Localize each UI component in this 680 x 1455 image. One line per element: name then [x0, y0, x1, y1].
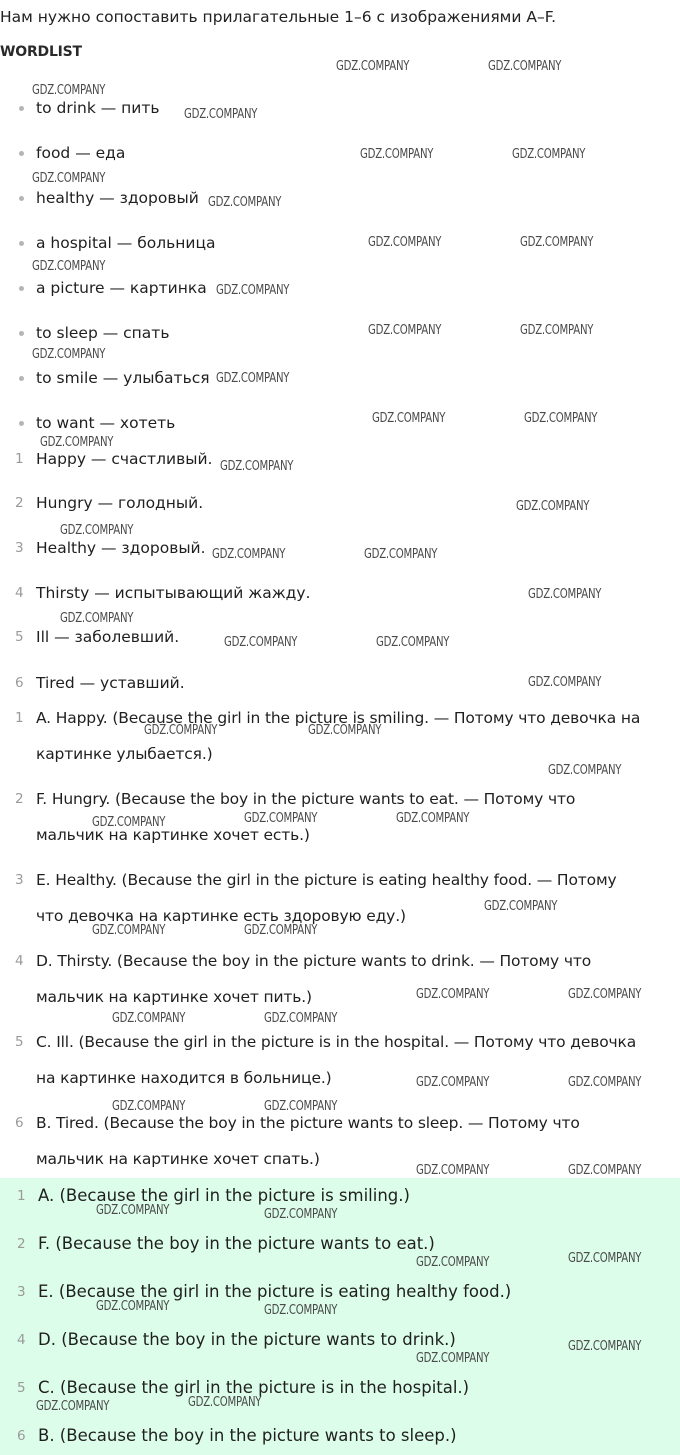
watermark: GDZ.COMPANY	[60, 523, 134, 538]
wordlist-item: to smile — улыбаться	[19, 367, 659, 389]
bullet-icon	[19, 421, 24, 426]
watermark: GDZ.COMPANY	[40, 435, 114, 450]
watermark: GDZ.COMPANY	[568, 1339, 642, 1354]
wordlist-item: healthy — здоровый	[19, 187, 659, 209]
watermark: GDZ.COMPANY	[568, 1163, 642, 1178]
watermark: GDZ.COMPANY	[36, 1399, 110, 1414]
wordlist-item: a picture — картинка	[19, 277, 659, 299]
watermark: GDZ.COMPANY	[244, 923, 318, 938]
adjective-item: 5 Ill — заболевший.	[15, 628, 180, 646]
watermark: GDZ.COMPANY	[488, 59, 562, 74]
watermark: GDZ.COMPANY	[212, 547, 286, 562]
watermark: GDZ.COMPANY	[528, 675, 602, 690]
adjective-item: 4 Thirsty — испытывающий жажду.	[15, 584, 311, 602]
watermark: GDZ.COMPANY	[368, 323, 442, 338]
watermark: GDZ.COMPANY	[516, 499, 590, 514]
watermark: GDZ.COMPANY	[264, 1207, 338, 1222]
bullet-icon	[19, 286, 24, 291]
bullet-icon	[19, 331, 24, 336]
answer-item: 2 F. (Because the boy in the picture wants to eat.)	[17, 1234, 435, 1253]
watermark: GDZ.COMPANY	[264, 1099, 338, 1114]
watermark: GDZ.COMPANY	[184, 107, 258, 122]
intro-text: Нам нужно сопоставить прилагательные 1–6 с изображениями A–F.	[0, 8, 557, 26]
watermark: GDZ.COMPANY	[396, 811, 470, 826]
watermark: GDZ.COMPANY	[568, 1075, 642, 1090]
watermark: GDZ.COMPANY	[224, 635, 298, 650]
bullet-icon	[19, 376, 24, 381]
watermark: GDZ.COMPANY	[144, 723, 218, 738]
watermark: GDZ.COMPANY	[308, 723, 382, 738]
watermark: GDZ.COMPANY	[520, 235, 594, 250]
watermark: GDZ.COMPANY	[220, 459, 294, 474]
bullet-icon	[19, 196, 24, 201]
watermark: GDZ.COMPANY	[264, 1303, 338, 1318]
watermark: GDZ.COMPANY	[96, 1299, 170, 1314]
watermark: GDZ.COMPANY	[364, 547, 438, 562]
bullet-icon	[19, 241, 24, 246]
watermark: GDZ.COMPANY	[524, 411, 598, 426]
watermark: GDZ.COMPANY	[60, 611, 134, 626]
watermark: GDZ.COMPANY	[244, 811, 318, 826]
watermark: GDZ.COMPANY	[32, 171, 106, 186]
watermark: GDZ.COMPANY	[416, 1163, 490, 1178]
watermark: GDZ.COMPANY	[188, 1395, 262, 1410]
watermark: GDZ.COMPANY	[96, 1203, 170, 1218]
answer-item: 1 A. (Because the girl in the picture is smiling.)	[17, 1186, 410, 1205]
adjective-item: 6 Tired — уставший.	[15, 674, 185, 692]
watermark: GDZ.COMPANY	[376, 635, 450, 650]
watermark: GDZ.COMPANY	[548, 763, 622, 778]
watermark: GDZ.COMPANY	[368, 235, 442, 250]
bullet-icon	[19, 151, 24, 156]
answer-item: 5 C. (Because the girl in the picture is in the hospital.)	[17, 1378, 470, 1397]
watermark: GDZ.COMPANY	[416, 987, 490, 1002]
answer-item: 6 B. (Because the boy in the picture wants to sleep.)	[17, 1426, 457, 1445]
watermark: GDZ.COMPANY	[568, 1251, 642, 1266]
watermark: GDZ.COMPANY	[216, 371, 290, 386]
watermark: GDZ.COMPANY	[568, 987, 642, 1002]
watermark: GDZ.COMPANY	[264, 1011, 338, 1026]
answer-item: 3 E. (Because the girl in the picture is eating healthy food.)	[17, 1282, 512, 1301]
watermark: GDZ.COMPANY	[92, 923, 166, 938]
wordlist-item: a hospital — больница	[19, 232, 659, 254]
bullet-icon	[19, 106, 24, 111]
wordlist-item: to drink — пить	[19, 97, 659, 119]
watermark: GDZ.COMPANY	[528, 587, 602, 602]
answer-item: 4 D. (Because the boy in the picture wants to drink.)	[17, 1330, 456, 1349]
watermark: GDZ.COMPANY	[416, 1351, 490, 1366]
answer-box	[0, 1178, 680, 1455]
watermark: GDZ.COMPANY	[208, 195, 282, 210]
watermark: GDZ.COMPANY	[512, 147, 586, 162]
watermark: GDZ.COMPANY	[112, 1011, 186, 1026]
wordlist-item: food — еда	[19, 142, 659, 164]
watermark: GDZ.COMPANY	[216, 283, 290, 298]
watermark: GDZ.COMPANY	[416, 1255, 490, 1270]
watermark: GDZ.COMPANY	[32, 259, 106, 274]
watermark: GDZ.COMPANY	[372, 411, 446, 426]
adjective-item: 2 Hungry — голодный.	[15, 494, 204, 512]
watermark: GDZ.COMPANY	[360, 147, 434, 162]
wordlist-item: to sleep — спать	[19, 322, 659, 344]
watermark: GDZ.COMPANY	[336, 59, 410, 74]
adjective-item: 1 Happy — счастливый.	[15, 450, 213, 468]
watermark: GDZ.COMPANY	[92, 815, 166, 830]
watermark: GDZ.COMPANY	[416, 1075, 490, 1090]
wordlist-title: WORDLIST	[0, 44, 82, 60]
watermark: GDZ.COMPANY	[32, 347, 106, 362]
wordlist-item: to want — хотеть	[19, 412, 659, 434]
adjective-item: 3 Healthy — здоровый.	[15, 539, 206, 557]
watermark: GDZ.COMPANY	[32, 83, 106, 98]
watermark: GDZ.COMPANY	[112, 1099, 186, 1114]
watermark: GDZ.COMPANY	[520, 323, 594, 338]
watermark: GDZ.COMPANY	[484, 899, 558, 914]
